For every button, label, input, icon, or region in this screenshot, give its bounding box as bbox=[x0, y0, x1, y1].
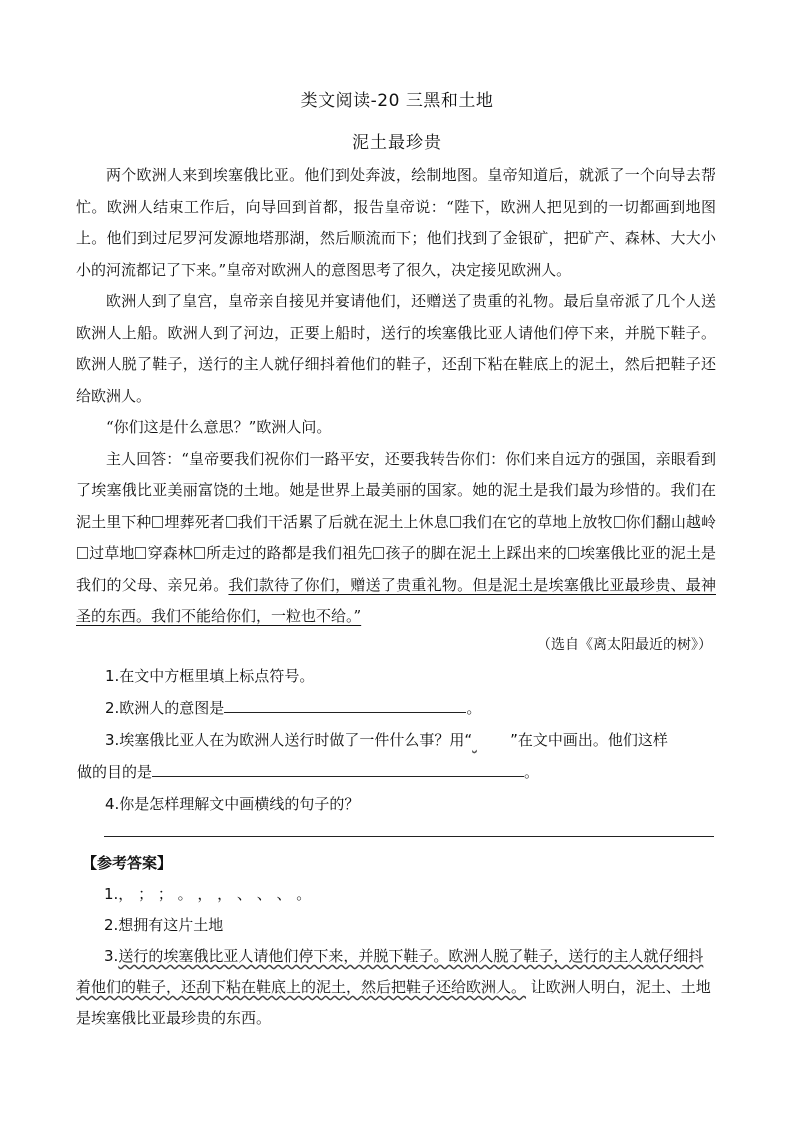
answer-2: 2.想拥有这片土地 bbox=[104, 916, 224, 934]
para4-text-2: 埋葬死者 bbox=[164, 512, 225, 531]
question-2-end: 。 bbox=[466, 699, 482, 717]
reading-passage bbox=[76, 160, 716, 633]
paragraph-1: 两个欧洲人来到埃塞俄比亚。他们到处奔波，绘制地图。皇帝知道后，就派了一个向导去帮忙。欧洲人结束工作后，向导回到首都，报告皇帝说：“陛下，欧洲人把见到的一切都画到地图上。他们到过尼罗河发源地塔那湖，然后顺流而下；他们找到了金银矿，把矿产、森林、大大小小的河流都记了下来。”皇帝对欧洲人的意图思考了很久，决定接见欧洲人。 bbox=[76, 166, 716, 279]
answer-key bbox=[76, 848, 716, 1034]
punctuation-box[interactable] bbox=[152, 516, 163, 528]
answer-3-number: 3. bbox=[104, 947, 119, 965]
para4-text-3: 我们干活累了后就在泥土上休息 bbox=[237, 512, 449, 531]
punctuation-box[interactable] bbox=[450, 516, 461, 528]
source-citation: （选自《离太阳最近的树》） bbox=[537, 637, 712, 653]
para4-text-9: 孩子的脚在泥土上踩出来的 bbox=[385, 544, 567, 562]
para4-text-5: 你们翻山越岭 bbox=[625, 512, 716, 531]
answer-blank-q3[interactable] bbox=[152, 758, 524, 777]
answer-key-heading: 【参考答案】 bbox=[82, 854, 173, 872]
answer-line-q4[interactable] bbox=[104, 836, 714, 837]
question-2-text: 2.欧洲人的意图是 bbox=[105, 699, 225, 717]
punctuation-box[interactable] bbox=[226, 516, 237, 528]
questions-section bbox=[77, 660, 717, 820]
answer-1: 1.， ； ； 。 ， ， 、 、 、 。 bbox=[104, 885, 312, 903]
para4-text-4: 我们在它的草地上放牧 bbox=[461, 512, 613, 531]
paragraph-4 bbox=[76, 444, 716, 633]
punctuation-box[interactable] bbox=[373, 547, 384, 559]
answer-3-explanation: 让欧洲人明白，泥土、土地是埃塞俄比亚最珍贵的东西。 bbox=[76, 978, 711, 1027]
question-3-end: 。 bbox=[524, 763, 540, 781]
passage-title: 泥土最珍贵 bbox=[352, 133, 442, 153]
punctuation-box[interactable] bbox=[77, 547, 88, 559]
paragraph-2: 欧洲人到了皇宫，皇帝亲自接见并宴请他们，还赠送了贵重的礼物。最后皇帝派了几个人送欧洲人上船。欧洲人到了河边，正要上船时，送行的埃塞俄比亚人请他们停下来，并脱下鞋子。欧洲人脱了鞋子，送行的主人就仔细抖着他们的鞋子，还刮下粘在鞋底上的泥土，然后把鞋子还给欧洲人。 bbox=[76, 292, 716, 405]
para4-text-1: 主人回答：“皇帝要我们祝你们一路平安，还要我转告你们：你们来自远方的强国，亲眼看到了埃塞俄比亚美丽富饶的土地。她是世界上最美丽的国家。她的泥土是我们最为珍惜的。我们在泥土里下种 bbox=[76, 449, 716, 531]
answer-blank-q2[interactable] bbox=[224, 694, 466, 713]
question-3-text-mid: ”在文中画出。他们这样 bbox=[510, 731, 668, 749]
document-title: 类文阅读-20 三黑和土地 bbox=[300, 91, 494, 111]
question-3-text-cont: 做的目的是 bbox=[77, 763, 153, 781]
para4-text-10: 埃塞俄比亚的泥土是我们的父母、亲兄弟。 bbox=[76, 544, 716, 594]
answer-3 bbox=[76, 941, 716, 1034]
para4-text-8: 所走过的路都是我们祖先 bbox=[205, 544, 373, 562]
punctuation-box[interactable] bbox=[568, 547, 579, 559]
underlined-sentence: 我们款待了你们，赠送了贵重礼物。但是泥土是埃塞俄比亚最珍贵、最神圣的东西。我们不能给你们，一粒也不给。” bbox=[76, 575, 716, 625]
wavy-line-sample bbox=[472, 724, 510, 756]
paragraph-3: “你们这是什么意思？”欧洲人问。 bbox=[106, 418, 332, 436]
para4-text-6: 过草地 bbox=[89, 544, 135, 562]
question-3-text: 3.埃塞俄比亚人在为欧洲人送行时做了一件什么事？用“ bbox=[105, 731, 473, 749]
question-3 bbox=[105, 724, 717, 756]
punctuation-box[interactable] bbox=[194, 547, 205, 559]
punctuation-box[interactable] bbox=[614, 516, 625, 528]
question-4: 4.你是怎样理解文中画横线的句子的？ bbox=[105, 795, 360, 813]
answer-3-wavy-text: 送行的埃塞俄比亚人请他们停下来，并脱下鞋子。欧洲人脱了鞋子，送行的主人就仔细抖着他们的鞋子，还刮下粘在鞋底上的泥土，然后把鞋子还给欧洲人。 bbox=[76, 947, 704, 996]
para4-text-7: 穿森林 bbox=[147, 544, 193, 562]
punctuation-box[interactable] bbox=[135, 547, 146, 559]
question-1: 1.在文中方框里填上标点符号。 bbox=[105, 667, 315, 685]
question-2 bbox=[105, 692, 717, 724]
question-3-continuation bbox=[77, 756, 717, 788]
